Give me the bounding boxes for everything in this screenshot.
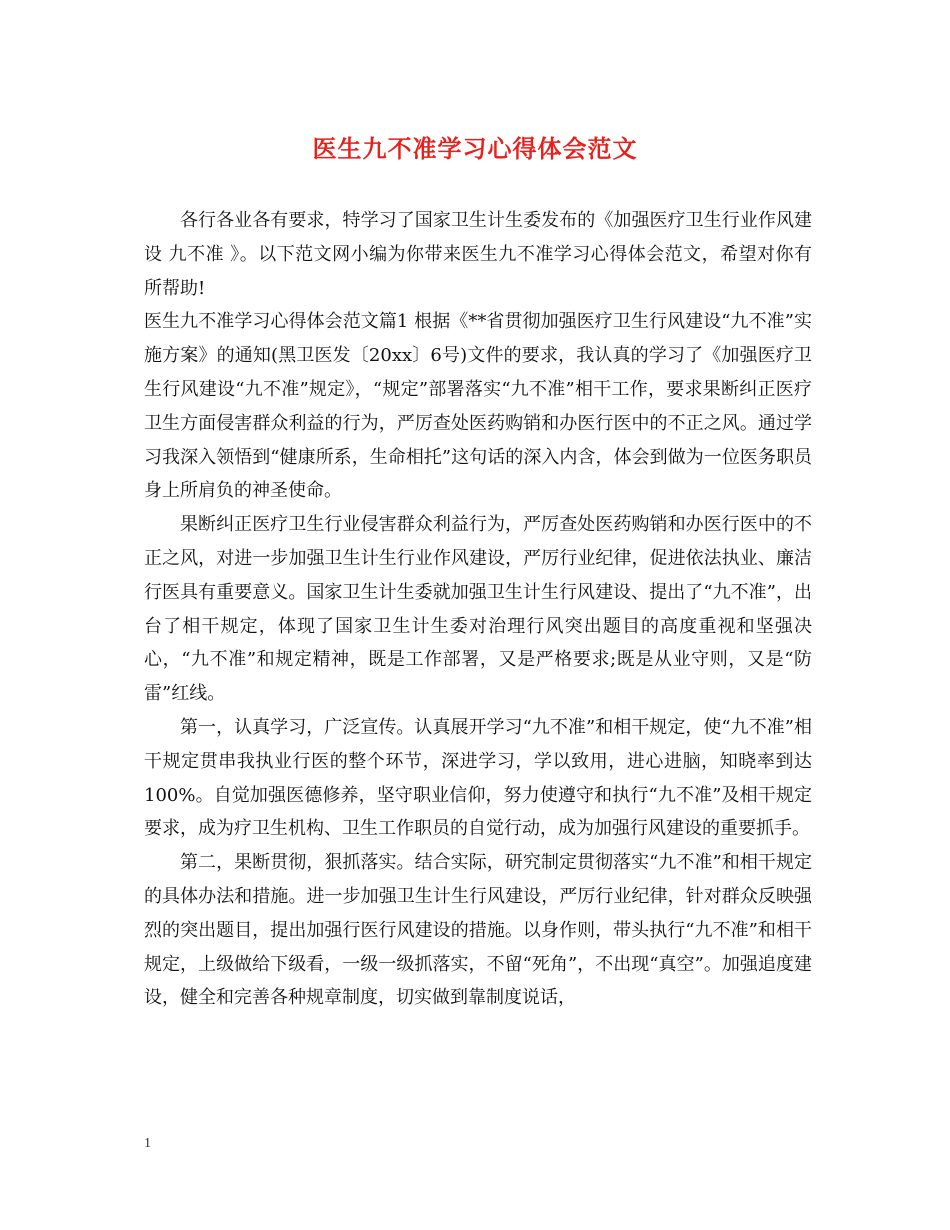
paragraph-intro: 各行各业各有要求，特学习了国家卫生计生委发布的《加强医疗卫生行业作风建设 九不准 》。以下范文网小编为你带来医生九不准学习心得体会范文，希望对你有所帮助! <box>144 210 812 299</box>
paragraph-2: 果断纠正医疗卫生行业侵害群众利益行为，严厉查处医药购销和办医行医中的不正之风，对进一步加强卫生计生行业作风建设，严厉行业纪律，促进依法执业、廉洁行医具有重要意义。国家卫生计生委就加强卫生计生行风建设、提出了“九不准”，出台了相干规定，体现了国家卫生计生委对治理行风突出题目的高度重视和坚强决心，“九不准”和规定精神，既是工作部署，又是严格要求;既是从业守则，又是“防雷”红线。 <box>144 514 812 705</box>
document-body <box>144 204 812 1015</box>
document-title: 医生九不准学习心得体会范文 <box>312 134 638 163</box>
paragraph-point-2: 第二，果断贯彻，狠抓落实。结合实际，研究制定贯彻落实“九不准”和相干规定的具体办法和措施。进一步加强卫生计生行风建设，严厉行业纪律，针对群众反映强烈的突出题目，提出加强行医行风建设的措施。以身作则，带头执行“九不准”和相干规定，上级做给下级看，一级一级抓落实，不留“死角”，不出现“真空”。加强追度建设，健全和完善各种规章制度，切实做到靠制度说话， <box>144 852 812 1009</box>
paragraph-essay-1: 医生九不准学习心得体会范文篇1 根据《**省贯彻加强医疗卫生行风建设“九不准”实施方案》的通知(黑卫医发〔20xx〕6号)文件的要求，我认真的学习了《加强医疗卫生行风建设“九不准”规定》，“规定”部署落实“九不准”相干工作，要求果断纠正医疗卫生方面侵害群众利益的行为，严厉查处医药购销和办医行医中的不正之风。通过学习我深入领悟到“健康所系，生命相托”这句话的深入内含，体会到做为一位医务职员身上所肩负的神圣使命。 <box>144 311 812 502</box>
page-number: 1 <box>144 1136 151 1151</box>
paragraph-point-1: 第一，认真学习，广泛宣传。认真展开学习“九不准”和相干规定，使“九不准”相干规定贯串我执业行医的整个环节，深进学习，学以致用，进心进脑，知晓率到达100%。自觉加强医德修养，坚守职业信仰，努力使遵守和执行“九不准”及相干规定要求，成为疗卫生机构、卫生工作职员的自觉行动，成为加强行风建设的重要抓手。 <box>144 716 812 840</box>
